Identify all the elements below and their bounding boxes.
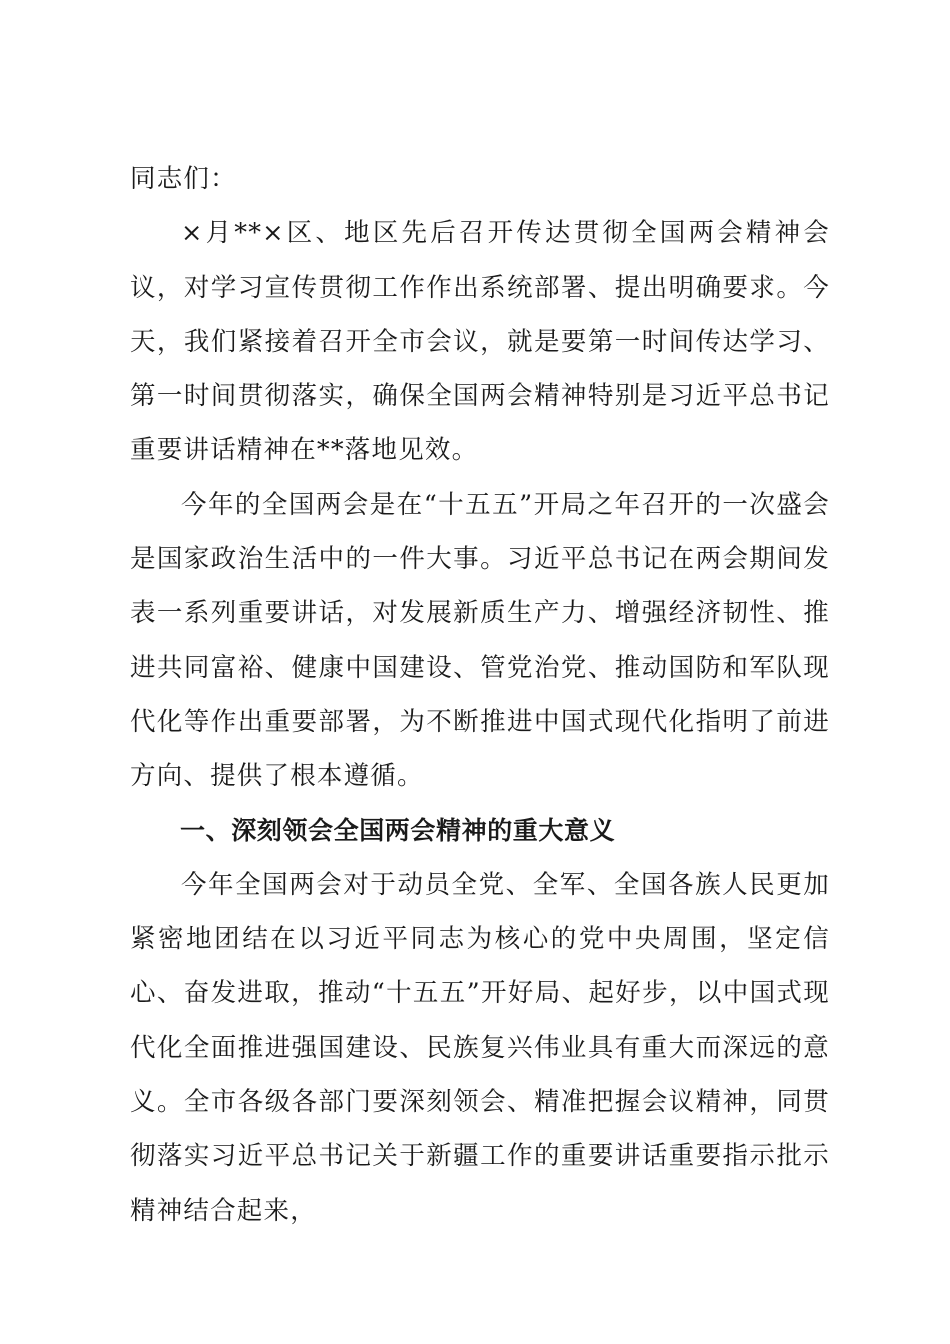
salutation: 同志们： [130, 164, 237, 194]
background-paragraph: 今年的全国两会是在“十五五”开局之年召开的一次盛会是国家政治生活中的一件大事。习近平总书记在两会期间发表一系列重要讲话，对发展新质生产力、增强经济韧性、推进共同富裕、健康中国建设、管党治党、推动国防和军队现代化等作出重要部署，为不断推进中国式现代化指明了前进方向、提供了根本遵循。 [130, 489, 830, 792]
opening-paragraph: ×月**×区、地区先后召开传达贯彻全国两会精神会议，对学习宣传贯彻工作作出系统部署、提出明确要求。今天，我们紧接着召开全市会议，就是要第一时间传达学习、第一时间贯彻落实，确保全国两会精神特别是习近平总书记重要讲话精神在**落地见效。 [130, 218, 830, 466]
section-paragraph: 今年全国两会对于动员全党、全军、全国各族人民更加紧密地团结在以习近平同志为核心的党中央周围，坚定信心、奋发进取，推动“十五五”开好局、起好步，以中国式现代化全面推进强国建设、民族复兴伟业具有重大而深远的意义。全市各级各部门要深刻领会、精准把握会议精神，同贯彻落实习近平总书记关于新疆工作的重要讲话重要指示批示精神结合起来， [130, 869, 830, 1226]
document-body [130, 152, 830, 1238]
section-heading: 一、深刻领会全国两会精神的重大意义 [180, 815, 616, 845]
